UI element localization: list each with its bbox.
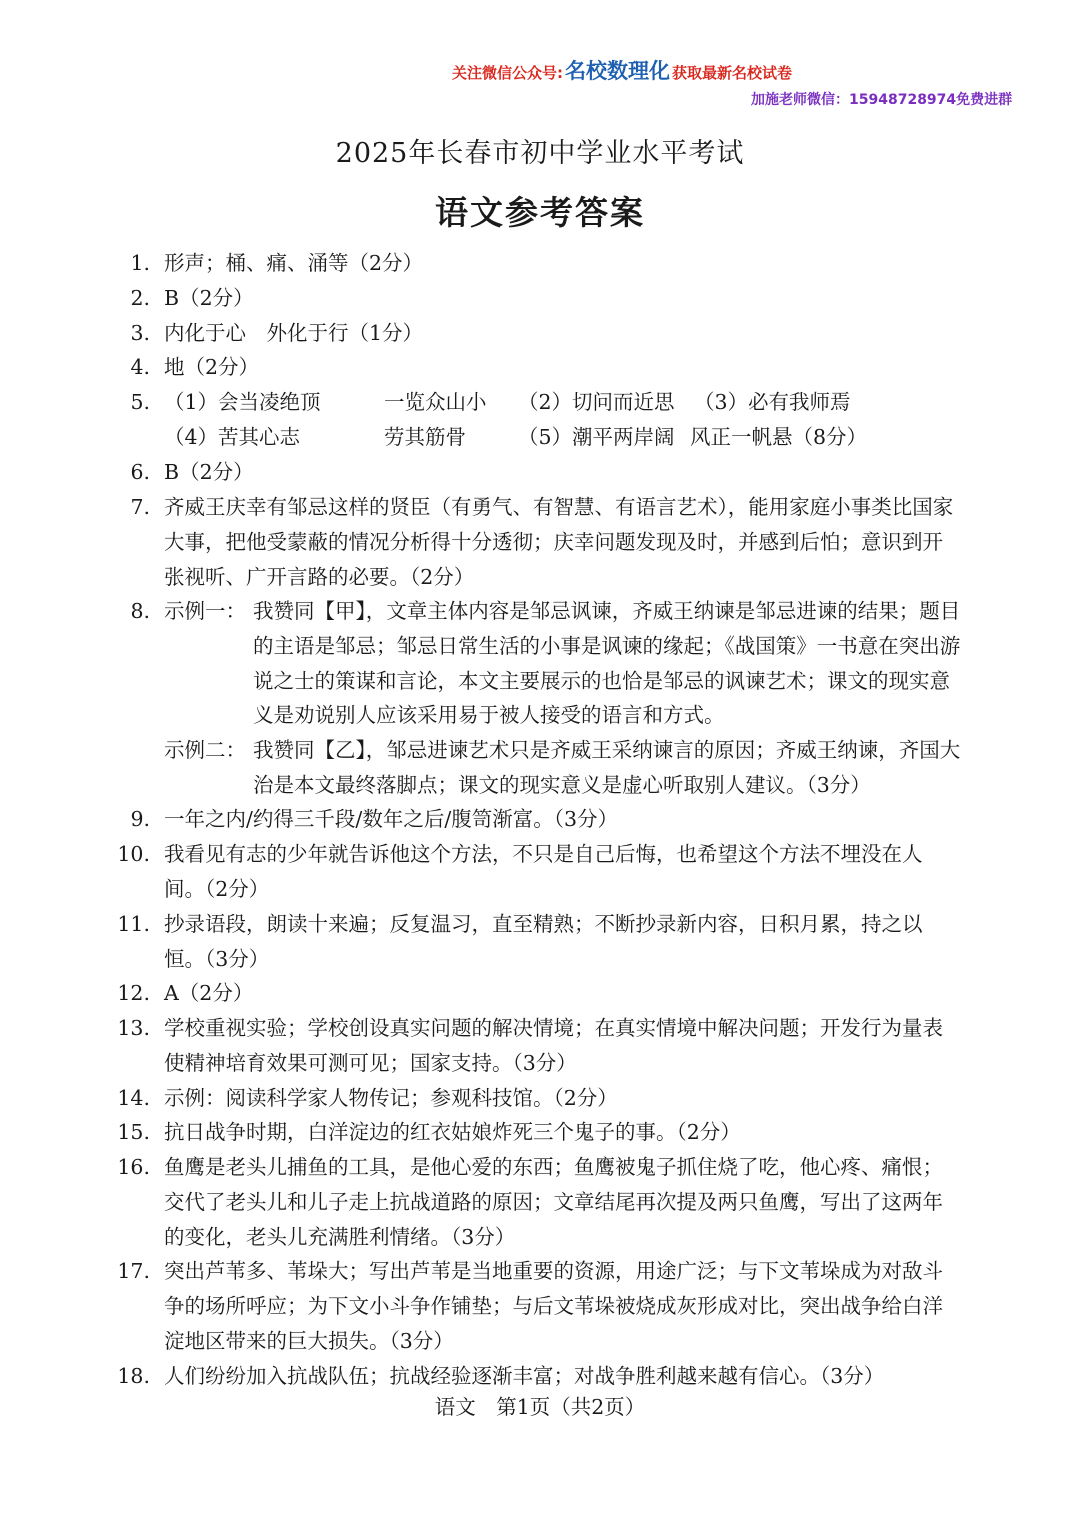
answer-key-title: 语文参考答案 (435, 193, 645, 232)
answer-number: 17. (117, 1259, 150, 1283)
answer-text: B（2分） (164, 460, 254, 484)
answer-text: 形声；桶、痛、涌等（2分） (164, 251, 424, 275)
promo-prefix: 关注微信公众号: (452, 64, 563, 82)
promo-line-1 (452, 58, 792, 86)
poem-answer: （2）切问而近思 (518, 390, 675, 414)
answer-text: 突出芦苇多、苇垛大；写出芦苇是当地重要的资源，用途广泛；与下文苇垛成为对敌斗争的场所呼应；为下文小斗争作铺垫；与后文苇垛被烧成灰形成对比，突出战争给白洋淀地区带来的巨大损失。（3分） (164, 1259, 943, 1353)
answer-number: 2. (130, 286, 150, 310)
answer-number: 16. (117, 1155, 150, 1179)
answer-number: 13. (117, 1016, 150, 1040)
poem-answer: （3）必有我师焉 (694, 390, 851, 414)
answer-number: 7. (130, 495, 150, 519)
example-text: 我赞同【乙】，邹忌进谏艺术只是齐威王采纳谏言的原因；齐威王纳谏，齐国大治是本文最终落脚点；课文的现实意义是虚心听取别人建议。（3分） (253, 738, 961, 797)
promo-line-2: 加施老师微信：15948728974免费进群 (751, 92, 1013, 108)
answer-number: 14. (117, 1086, 150, 1110)
answer-text: 学校重视实验；学校创设真实问题的解决情境；在真实情境中解决问题；开发行为量表使精神培育效果可测可见；国家支持。（3分） (164, 1016, 943, 1075)
answer-text: B（2分） (164, 286, 254, 310)
answer-number: 18. (117, 1364, 150, 1388)
exam-title: 2025年长春市初中学业水平考试 (335, 138, 745, 169)
answer-number: 12. (117, 981, 150, 1005)
answer-number: 1. (130, 251, 150, 275)
answer-text: 抗日战争时期，白洋淀边的红衣姑娘炸死三个鬼子的事。（2分） (164, 1120, 741, 1144)
answer-number: 3. (130, 321, 150, 345)
answer-number: 4. (130, 355, 150, 379)
answer-number: 9. (130, 807, 150, 831)
answer-text: 齐威王庆幸有邹忌这样的贤臣（有勇气、有智慧、有语言艺术），能用家庭小事类比国家大事，把他受蒙蔽的情况分析得十分透彻；庆幸问题发现及时，并感到后怕；意识到开张视听、广开言路的必要。（2分） (164, 495, 954, 589)
answer-text: 一年之内/约得三千段/数年之后/腹笥渐富。（3分） (164, 807, 619, 831)
answer-text: 人们纷纷加入抗战队伍；抗战经验逐渐丰富；对战争胜利越来越有信心。（3分） (164, 1364, 885, 1388)
poem-answer: 一览众山小 (384, 390, 487, 414)
page-footer: 语文 第1页（共2页） (434, 1395, 646, 1419)
poem-answer: （5）潮平两岸阔 (518, 424, 675, 449)
answer-text: 我看见有志的少年就告诉他这个方法，不只是自己后悔，也希望这个方法不埋没在人间。（2分） (164, 842, 923, 901)
answer-text: 示例：阅读科学家人物传记；参观科技馆。（2分） (164, 1086, 618, 1110)
answer-text: 鱼鹰是老头儿捕鱼的工具，是他心爱的东西；鱼鹰被鬼子抓住烧了吃，他心疼、痛恨；交代了老头儿和儿子走上抗战道路的原因；文章结尾再次提及两只鱼鹰，写出了这两年的变化，老头儿充满胜利情绪。（3分） (164, 1155, 943, 1249)
answer-number: 8. (130, 599, 150, 623)
poem-answer: （4）苦其心志 (164, 424, 301, 449)
example-label: 示例二： (164, 738, 246, 762)
answer-text: 地（2分） (164, 355, 260, 379)
poem-answer: （1）会当凌绝顶 (164, 390, 321, 414)
answer-number: 15. (117, 1120, 150, 1144)
promo-brand: 名校数理化 (565, 59, 670, 83)
answer-number: 6. (130, 460, 150, 484)
answer-text: A（2分） (164, 981, 254, 1005)
poem-fill-answers (164, 385, 962, 455)
answer-text: 抄录语段，朗读十来遍；反复温习，直至精熟；不断抄录新内容，日积月累，持之以恒。（3分） (164, 912, 923, 971)
answer-number: 10. (117, 842, 150, 866)
answer-number: 5. (130, 390, 150, 414)
promo-suffix: 获取最新名校试卷 (672, 64, 793, 82)
poem-answer: 劳其筋骨 (384, 424, 466, 449)
answer-number: 11. (117, 912, 150, 936)
example-label: 示例一： (164, 599, 246, 623)
poem-answer: 风正一帆悬（8分） (690, 424, 868, 449)
example-text: 我赞同【甲】，文章主体内容是邹忌讽谏，齐威王纳谏是邹忌进谏的结果；题目的主语是邹忌；邹忌日常生活的小事是讽谏的缘起；《战国策》一书意在突出游说之士的策谋和言论，本文主要展示的也恰是邹忌的讽谏艺术；课文的现实意义是劝说别人应该采用易于被人接受的语言和方式。 (253, 599, 961, 728)
answer-text: 内化于心 外化于行（1分） (164, 321, 424, 345)
